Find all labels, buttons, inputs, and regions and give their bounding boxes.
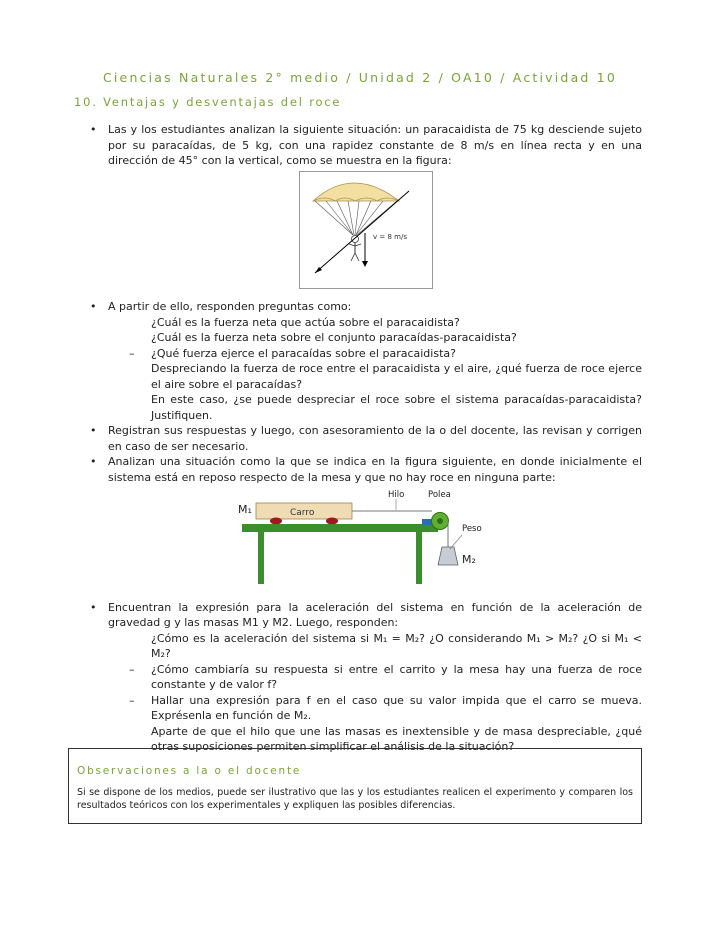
bullet-register: • Registran sus respuestas y luego, con asesoramiento de la o del docente, las revisan y corrigen en caso de ser necesario. [90,423,642,454]
pulley-label: Polea [428,490,451,500]
question-item: En este caso, ¿se puede despreciar el roce sobre el sistema paracaídas-paracaidista? Justifiquen. [151,393,642,422]
bullet-cart-situation [90,454,642,594]
section-heading: 10. Ventajas y desventajas del roce [74,95,342,109]
question-item: Despreciando la fuerza de roce entre el paracaidista y el aire, ¿qué fuerza de roce ejerce el aire sobre el paracaídas? [151,362,642,391]
parachutist-diagram [299,171,433,289]
cart-figure [90,489,642,594]
question-item: Aparte de que el hilo que une las masas es inextensible y de masa despreciable, ¿qué otras suposiciones permiten simplificar el análisis de la situación? [151,724,642,753]
m1-label: M₁ [238,503,252,516]
question-item: – Hallar una expresión para f en el caso que su valor impida que el carro se mueva. Exprésenla en función de M₂. [151,693,642,724]
m2-label: M₂ [462,553,476,566]
question-item: – ¿Qué fuerza ejerce el paracaídas sobre el paracaidista? [151,346,642,362]
bullet-questions [90,299,642,423]
bullet-acceleration [90,600,642,755]
cart-label: Carro [290,508,315,518]
cart-pulley-diagram [236,489,496,589]
velocity-label: v = 8 m/s [373,232,407,241]
bullet-situation [90,122,642,293]
observations-title: Observaciones a la o el docente [77,765,302,777]
activity-content [90,122,642,755]
bullet-acceleration-text: Encuentran la expresión para la aceleración del sistema en función de la aceleración de gravedad g y las masas M1 y M2. Luego, responden: [108,600,642,629]
bullet-questions-text: A partir de ello, responden preguntas como: [108,300,352,313]
header-title: Ciencias Naturales 2° medio / Unidad 2 / OA10 / Actividad 10 [102,70,618,85]
question-item: ¿Cómo es la aceleración del sistema si M₁ = M₂? ¿O considerando M₁ > M₂? ¿O si M₁ < M₂? [151,631,642,660]
bullet-cart-text: Analizan una situación como la que se indica en la figura siguiente, en donde inicialmente el sistema está en reposo respecto de la mesa y que no hay roce en ninguna parte: [108,455,642,484]
bullet-situation-text: Las y los estudiantes analizan la siguiente situación: un paracaidista de 75 kg desciende sujeto por su paracaídas, de 5 kg, con una rapidez constante de 8 m/s en línea recta y en una dirección de 45° con la vertical, como se muestra en la figura: [108,123,642,167]
question-item: – ¿Cómo cambiaría su respuesta si entre el carrito y la mesa hay una fuerza de roce constante y de valor f? [151,662,642,693]
thread-label: Hilo [388,490,405,500]
question-item: ¿Cuál es la fuerza neta que actúa sobre el paracaidista? [151,315,460,329]
parachutist-figure [90,171,642,294]
weight-label: Peso [462,524,482,534]
question-item: ¿Cuál es la fuerza neta sobre el conjunto paracaídas-paracaidista? [151,331,517,344]
observations-text: Si se dispone de los medios, puede ser ilustrativo que las y los estudiantes realicen el experimento y comparen los resultados teóricos con los experimentales y expliquen las posibles diferencias. [77,787,633,811]
teacher-observations-box [68,748,642,824]
